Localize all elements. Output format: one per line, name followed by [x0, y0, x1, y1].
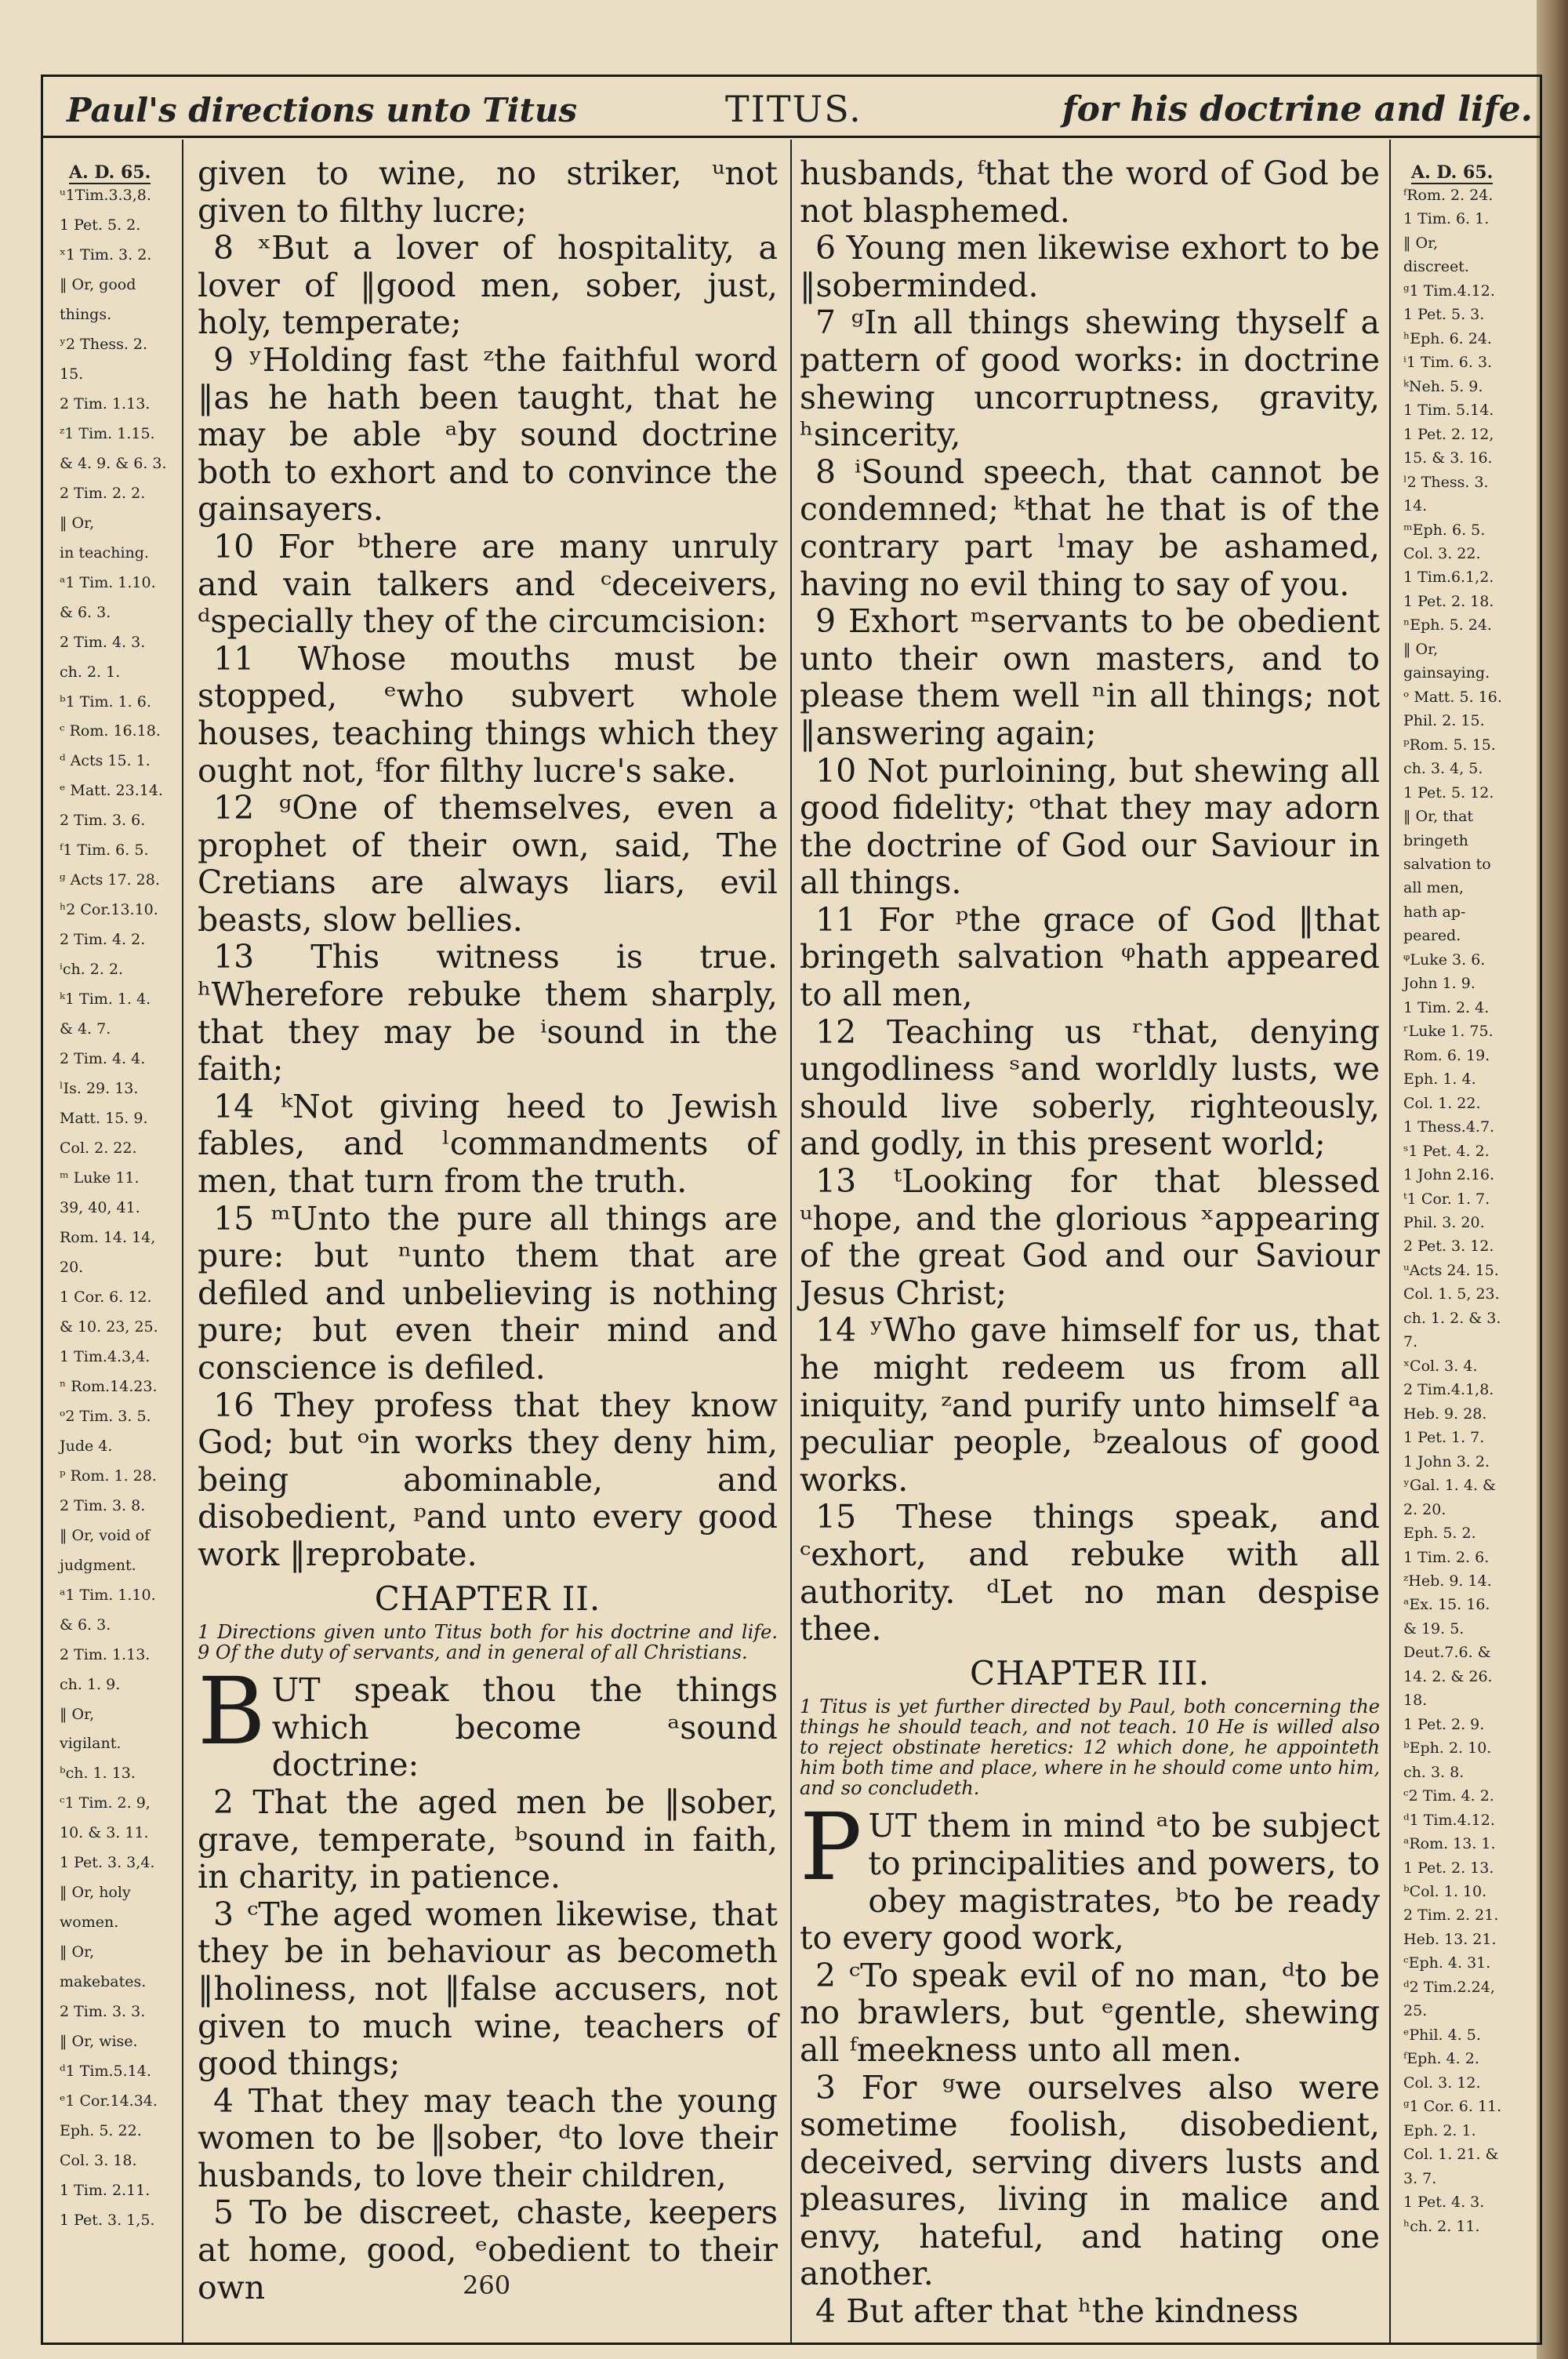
cross-reference: ᵍ1 Tim.4.12.: [1403, 282, 1495, 300]
cross-reference: 1 Pet. 2. 13.: [1403, 1859, 1494, 1877]
cross-reference: 2 Tim. 4. 3.: [60, 633, 146, 651]
cross-reference: gainsaying.: [1403, 664, 1490, 682]
verse: 9 ʸHolding fast ᶻthe faithful word ‖as he hath been taught, that he may be able ᵃby sound doctrine both to exhort and to convince the gainsayers.: [198, 340, 778, 529]
verse: 2 That the aged men be ‖sober, grave, temperate, ᵇsound in faith, in charity, in patience.: [198, 1783, 778, 1896]
cross-reference: & 6. 3.: [60, 1616, 111, 1634]
chapter-3-summary: 1 Titus is yet further directed by Paul, both concerning the things he should teach, and not teach. 10 He is willed also to reject obstinate heretics: 12 which done, he appointeth him both time and place, where in he should come unto him, and so concludeth.: [800, 1696, 1380, 1800]
cross-reference: ‖ Or,: [1403, 234, 1439, 252]
chapter-2-verse-1: UT speak thou the things which become ᵃsound doctrine:: [271, 1671, 778, 1784]
cross-reference: ᵠLuke 3. 6.: [1403, 951, 1486, 969]
cross-reference: 2 Pet. 3. 12.: [1403, 1238, 1494, 1256]
cross-reference: 2 Tim. 3. 6.: [60, 812, 146, 830]
column-right: [800, 154, 1380, 2331]
cross-reference: 1 Pet. 5. 12.: [1403, 783, 1494, 801]
cross-reference: Heb. 13. 21.: [1403, 1930, 1497, 1948]
cross-reference: ᶠRom. 2. 24.: [1403, 187, 1494, 204]
cross-reference: 2 Tim. 2. 2.: [60, 484, 146, 502]
cross-reference: Matt. 15. 9.: [60, 1110, 148, 1128]
verse: 12 ᵍOne of themselves, even a prophet of their own, said, The Cretians are always liars, evil beasts, slow bellies.: [198, 789, 778, 939]
cross-reference: 3. 7.: [1403, 2169, 1437, 2187]
verse: 4 But after that ʰthe kindness: [815, 2292, 1299, 2331]
cross-reference: ᵖRom. 5. 15.: [1403, 736, 1496, 754]
cross-reference: & 4. 7.: [60, 1020, 111, 1038]
verse: 14 ᵏNot giving heed to Jewish fables, and ˡcommandments of men, that turn from the truth.: [198, 1087, 778, 1201]
verse: 2 ᶜTo speak evil of no man, ᵈto be no brawlers, but ᵉgentle, shewing all ᶠmeekness unto all men.: [800, 1956, 1380, 2069]
cross-reference: Col. 2. 22.: [60, 1140, 137, 1158]
verse: 4 That they may teach the young women to be ‖sober, ᵈto love their husbands, to love their children,: [198, 2081, 778, 2194]
cross-reference: ch. 1. 9.: [60, 1675, 121, 1693]
verse: 8 ⁱSound speech, that cannot be condemned; ᵏthat he that is of the contrary part ˡmay be ashamed, having no evil thing to say of you.: [800, 453, 1380, 603]
cross-reference: ᶠEph. 4. 2.: [1403, 2050, 1479, 2068]
left-margin-year: A. D. 65.: [69, 162, 151, 183]
cross-reference: ᵇEph. 2. 10.: [1403, 1739, 1492, 1757]
cross-reference: ˢ1 Pet. 4. 2.: [1403, 1142, 1490, 1160]
verse: 8 ˣBut a lover of hospitality, a lover of ‖good men, sober, just, holy, temperate;: [198, 229, 778, 342]
cross-reference: peared.: [1403, 927, 1461, 945]
cross-reference: ˡ2 Thess. 3.: [1403, 473, 1489, 491]
cross-reference: 2 Tim.4.1,8.: [1403, 1381, 1494, 1399]
cross-reference: in teaching.: [60, 543, 149, 562]
cross-reference: ‖ Or,: [60, 514, 95, 532]
cross-reference: ‖ Or,: [60, 1705, 95, 1723]
cross-reference: 2. 20.: [1403, 1500, 1446, 1518]
cross-reference: ˣCol. 3. 4.: [1403, 1357, 1478, 1375]
cross-reference: ᵒ2 Tim. 3. 5.: [60, 1407, 151, 1425]
header-left: Paul's directions unto Titus: [67, 91, 578, 129]
verse: 16 They profess that they know God; but ᵒin works they deny him, being abominable, and disobedient, ᵖand unto every good work ‖reprobate.: [198, 1386, 778, 1573]
cross-reference: salvation to: [1403, 856, 1491, 874]
cross-reference: ᵈ2 Tim.2.24,: [1403, 1978, 1495, 1996]
cross-reference: ˣ1 Tim. 3. 2.: [60, 245, 152, 264]
cross-reference: 2 Tim. 4. 2.: [60, 931, 146, 949]
cross-reference: discreet.: [1403, 258, 1469, 276]
cross-reference: ᶜEph. 4. 31.: [1403, 1954, 1491, 1972]
cross-reference: Jude 4.: [60, 1437, 113, 1455]
verse: 6 Young men likewise exhort to be ‖soberminded.: [800, 229, 1380, 304]
verse: 15 ᵐUnto the pure all things are pure: but ⁿunto them that are defiled and unbelieving is nothing pure; but even their mind and conscience is defiled.: [198, 1199, 778, 1387]
cross-reference: ᶜ Rom. 16.18.: [60, 722, 161, 740]
cross-reference: makebates.: [60, 1973, 147, 1991]
cross-reference: 1 Tim.4.3,4.: [60, 1347, 151, 1365]
cross-reference: Col. 1. 21. &: [1403, 2146, 1499, 2164]
cross-reference: ᵈ1 Tim.5.14.: [60, 2063, 151, 2081]
cross-reference: bringeth: [1403, 831, 1468, 849]
cross-reference: ᶜ2 Tim. 4. 2.: [1403, 1787, 1494, 1805]
cross-reference: Rom. 14. 14,: [60, 1228, 156, 1246]
cross-reference: judgment.: [60, 1556, 136, 1574]
cross-reference: ch. 3. 8.: [1403, 1763, 1465, 1781]
cross-reference: ʰch. 2. 11.: [1403, 2217, 1480, 2235]
cross-reference: 10. & 3. 11.: [60, 1824, 149, 1842]
cross-reference: ᵃ1 Tim. 1.10.: [60, 573, 156, 591]
cross-reference: 1 Pet. 5. 2.: [60, 216, 141, 234]
verse: husbands, ᶠthat the word of God be not blasphemed.: [800, 154, 1380, 230]
page-number: 260: [463, 2270, 511, 2300]
cross-reference: 1 Tim. 2. 4.: [1403, 998, 1490, 1016]
cross-reference: ʰ2 Cor.13.10.: [60, 901, 158, 919]
cross-reference: ᵍ Acts 17. 28.: [60, 871, 160, 889]
verse: given to wine, no striker, ᵘnot given to filthy lucre;: [198, 154, 778, 230]
cross-reference: Eph. 5. 22.: [60, 2122, 142, 2140]
cross-reference: ᶻ1 Tim. 1.15.: [60, 424, 155, 442]
verse: 12 Teaching us ʳthat, denying ungodliness ˢand worldly lusts, we should live soberly, righteously, and godly, in this present world;: [800, 1012, 1380, 1163]
cross-reference: ‖ Or,: [1403, 640, 1439, 658]
cross-reference: 1 Tim. 2.11.: [60, 2182, 151, 2200]
cross-reference: ch. 3. 4, 5.: [1403, 760, 1483, 778]
verse: 3 For ᵍwe ourselves also were sometime foolish, disobedient, deceived, serving divers lusts and pleasures, living in malice and envy, hateful, and hating one another.: [800, 2068, 1380, 2293]
cross-reference: Phil. 3. 20.: [1403, 1214, 1485, 1231]
cross-reference: 18.: [1403, 1692, 1428, 1710]
cross-reference: vigilant.: [60, 1735, 122, 1753]
running-header: [43, 77, 1541, 138]
cross-reference: 20.: [60, 1258, 84, 1276]
cross-reference: ‖ Or, holy: [60, 1884, 131, 1902]
cross-reference: Deut.7.6. &: [1403, 1644, 1491, 1662]
cross-reference: 15.: [60, 365, 84, 383]
cross-reference: 1 Tim. 2. 6.: [1403, 1548, 1490, 1566]
chapter-2-title: CHAPTER II.: [374, 1579, 601, 1618]
verse: 10 For ᵇthere are many unruly and vain talkers and ᶜdeceivers, ᵈspecially they of the circumcision:: [198, 527, 778, 641]
cross-reference: 1 Pet. 2. 9.: [1403, 1715, 1485, 1733]
cross-reference: ᵍ1 Cor. 6. 11.: [1403, 2098, 1502, 2116]
cross-reference: women.: [60, 1914, 119, 1932]
cross-reference: ᵐ Luke 11.: [60, 1169, 140, 1187]
header-right: for his doctrine and life.: [1062, 89, 1533, 129]
cross-reference: ᵃEx. 15. 16.: [1403, 1596, 1490, 1614]
cross-reference: 1 Pet. 2. 12,: [1403, 425, 1494, 443]
cross-reference: ˡIs. 29. 13.: [60, 1080, 139, 1098]
cross-reference: ‖ Or,: [60, 1943, 95, 1961]
cross-reference: ⁱch. 2. 2.: [60, 961, 124, 979]
verse: 15 These things speak, and ᶜexhort, and rebuke with all authority. ᵈLet no man despise thee.: [800, 1498, 1380, 1648]
divider-center: [790, 140, 792, 2343]
cross-reference: & 19. 5.: [1403, 1619, 1465, 1637]
cross-reference: ⁱ1 Tim. 6. 3.: [1403, 354, 1493, 372]
dropcap-p: P: [800, 1793, 862, 1902]
verse: 7 ᵍIn all things shewing thyself a pattern of good works: in doctrine shewing uncorruptness, gravity, ʰsincerity,: [800, 304, 1380, 454]
cross-reference: ‖ Or, good: [60, 275, 136, 293]
verse: 13 This witness is true. ʰWherefore rebuke them sharply, that they may be ⁱsound in the faith;: [198, 938, 778, 1089]
cross-reference: ʰEph. 6. 24.: [1403, 329, 1492, 347]
header-center: TITUS.: [725, 88, 862, 130]
cross-reference: ⁿEph. 5. 24.: [1403, 616, 1492, 634]
cross-reference: ‖ Or, void of: [60, 1526, 151, 1544]
cross-reference: 1 Thess.4.7.: [1403, 1118, 1495, 1136]
cross-reference: ᵉ1 Cor.14.34.: [60, 2092, 158, 2110]
cross-reference: 7.: [1403, 1333, 1418, 1351]
cross-reference: 2 Tim. 2. 21.: [1403, 1906, 1499, 1925]
verse: 5 To be discreet, chaste, keepers at home, good, ᵉobedient to their own: [198, 2194, 778, 2306]
divider-left: [182, 140, 183, 2343]
cross-reference: 1 John 2.16.: [1403, 1166, 1495, 1184]
cross-reference: ch. 2. 1.: [60, 663, 121, 681]
cross-reference: 15. & 3. 16.: [1403, 449, 1493, 467]
cross-reference: Heb. 9. 28.: [1403, 1405, 1487, 1423]
cross-reference: ᵘActs 24. 15.: [1403, 1261, 1499, 1279]
verse: 9 Exhort ᵐservants to be obedient unto their own masters, and to please them well ⁿin all things; not ‖answering again;: [800, 602, 1380, 752]
cross-reference: ch. 1. 2. & 3.: [1403, 1309, 1501, 1327]
cross-reference: Eph. 1. 4.: [1403, 1070, 1476, 1089]
cross-reference: & 6. 3.: [60, 603, 111, 621]
chapter-3-verse-1: UT them in mind ᵃto be subject to principalities and powers, to obey magistrates, ᵇto be ready to every good work,: [800, 1807, 1380, 1957]
cross-reference: 1 Pet. 4. 3.: [1403, 2194, 1485, 2212]
cross-reference: 1 Tim.6.1,2.: [1403, 569, 1494, 587]
cross-reference: ʸGal. 1. 4. &: [1403, 1477, 1496, 1495]
cross-reference: 2 Tim. 1.13.: [60, 1645, 151, 1663]
cross-reference: ‖ Or, wise.: [60, 2033, 138, 2051]
cross-reference: ᵈ Acts 15. 1.: [60, 752, 151, 770]
divider-right: [1389, 140, 1391, 2343]
cross-reference: 14. 2. & 26.: [1403, 1667, 1493, 1685]
cross-reference: John 1. 9.: [1403, 975, 1475, 993]
cross-reference: ᶻHeb. 9. 14.: [1403, 1572, 1492, 1590]
left-margin-references: [60, 188, 177, 2259]
cross-reference: hath ap-: [1403, 903, 1466, 921]
verse: 10 Not purloining, but shewing all good fidelity; ᵒthat they may adorn the doctrine of God our Saviour in all things.: [800, 751, 1380, 902]
right-margin-year: A. D. 65.: [1411, 162, 1494, 183]
cross-reference: ᵇCol. 1. 10.: [1403, 1883, 1487, 1901]
cross-reference: Phil. 2. 15.: [1403, 712, 1485, 730]
cross-reference: Col. 1. 22.: [1403, 1094, 1481, 1112]
cross-reference: 1 Pet. 2. 18.: [1403, 592, 1494, 610]
chapter-3-title: CHAPTER III.: [969, 1653, 1210, 1692]
cross-reference: ᵇch. 1. 13.: [60, 1765, 136, 1783]
cross-reference: things.: [60, 305, 112, 323]
cross-reference: ᵒ Matt. 5. 16.: [1403, 688, 1502, 706]
cross-reference: 1 Pet. 5. 3.: [1403, 306, 1485, 324]
dropcap-b: B: [198, 1657, 266, 1766]
verse: 11 For ᵖthe grace of God ‖that bringeth salvation ᵠhath appeared to all men,: [800, 900, 1380, 1014]
cross-reference: 1 Cor. 6. 12.: [60, 1288, 152, 1306]
cross-reference: ʸ2 Thess. 2.: [60, 335, 148, 353]
chapter-2-summary: 1 Directions given unto Titus both for his doctrine and life. 9 Of the duty of servants, and in general of all Christians.: [198, 1621, 778, 1664]
cross-reference: 2 Tim. 4. 4.: [60, 1050, 146, 1068]
cross-reference: & 10. 23, 25.: [60, 1318, 158, 1336]
cross-reference: 2 Tim. 1.13.: [60, 394, 151, 413]
cross-reference: ᵉ Matt. 23.14.: [60, 782, 163, 800]
cross-reference: Col. 1. 5, 23.: [1403, 1285, 1500, 1303]
cross-reference: ᵏNeh. 5. 9.: [1403, 377, 1483, 395]
cross-reference: ᵃ1 Tim. 1.10.: [60, 1586, 156, 1604]
cross-reference: ⁿ Rom.14.23.: [60, 1377, 158, 1395]
cross-reference: ʳLuke 1. 75.: [1403, 1023, 1494, 1041]
cross-reference: 1 Pet. 3. 3,4.: [60, 1854, 155, 1872]
cross-reference: 1 Pet. 3. 1,5.: [60, 2212, 155, 2230]
cross-reference: Col. 3. 18.: [60, 2152, 137, 2170]
cross-reference: 1 Tim. 6. 1.: [1403, 210, 1490, 228]
cross-reference: ᵉPhil. 4. 5.: [1403, 2026, 1481, 2044]
cross-reference: ᵖ Rom. 1. 28.: [60, 1467, 157, 1485]
cross-reference: 1 Pet. 1. 7.: [1403, 1429, 1485, 1447]
cross-reference: Col. 3. 12.: [1403, 2074, 1481, 2092]
cross-reference: 1 Tim. 5.14.: [1403, 402, 1494, 420]
cross-reference: 39, 40, 41.: [60, 1199, 140, 1216]
cross-reference: 2 Tim. 3. 8.: [60, 1496, 146, 1514]
cross-reference: & 4. 9. & 6. 3.: [60, 454, 167, 472]
cross-reference: Col. 3. 22.: [1403, 544, 1481, 562]
cross-reference: ᵃRom. 13. 1.: [1403, 1835, 1496, 1853]
cross-reference: 1 John 3. 2.: [1403, 1452, 1490, 1470]
verse: 13 ᵗLooking for that blessed ᵘhope, and the glorious ˣappearing of the great God and our Saviour Jesus Christ;: [800, 1162, 1380, 1312]
cross-reference: ᵐEph. 6. 5.: [1403, 521, 1486, 539]
cross-reference: ᶜ1 Tim. 2. 9,: [60, 1794, 151, 1812]
cross-reference: 14.: [1403, 497, 1428, 515]
cross-reference: Rom. 6. 19.: [1403, 1046, 1490, 1064]
cross-reference: ᵇ1 Tim. 1. 6.: [60, 692, 151, 711]
verse: 3 ᶜThe aged women likewise, that they be in behaviour as becometh ‖holiness, not ‖false accusers, not given to much wine, teachers of good things;: [198, 1895, 778, 2083]
verse: 11 Whose mouths must be stopped, ᵉwho subvert whole houses, teaching things which they ought not, ᶠfor filthy lucre's sake.: [198, 639, 778, 790]
cross-reference: 25.: [1403, 2002, 1428, 2020]
right-margin-references: [1403, 188, 1529, 2259]
cross-reference: all men,: [1403, 879, 1465, 897]
cross-reference: ᵘ1Tim.3.3,8.: [60, 187, 151, 204]
cross-reference: ᵈ1 Tim.4.12.: [1403, 1811, 1495, 1829]
cross-reference: ‖ Or, that: [1403, 808, 1474, 826]
cross-reference: ᵗ1 Cor. 1. 7.: [1403, 1190, 1490, 1208]
cross-reference: 2 Tim. 3. 3.: [60, 2003, 146, 2021]
cross-reference: ᵏ1 Tim. 1. 4.: [60, 990, 151, 1009]
verse: 14 ʸWho gave himself for us, that he might redeem us from all iniquity, ᶻand purify unto himself ᵃa peculiar people, ᵇzealous of good works.: [800, 1311, 1380, 1499]
cross-reference: ᶠ1 Tim. 6. 5.: [60, 841, 149, 860]
cross-reference: Eph. 2. 1.: [1403, 2121, 1476, 2139]
cross-reference: Eph. 5. 2.: [1403, 1525, 1476, 1543]
